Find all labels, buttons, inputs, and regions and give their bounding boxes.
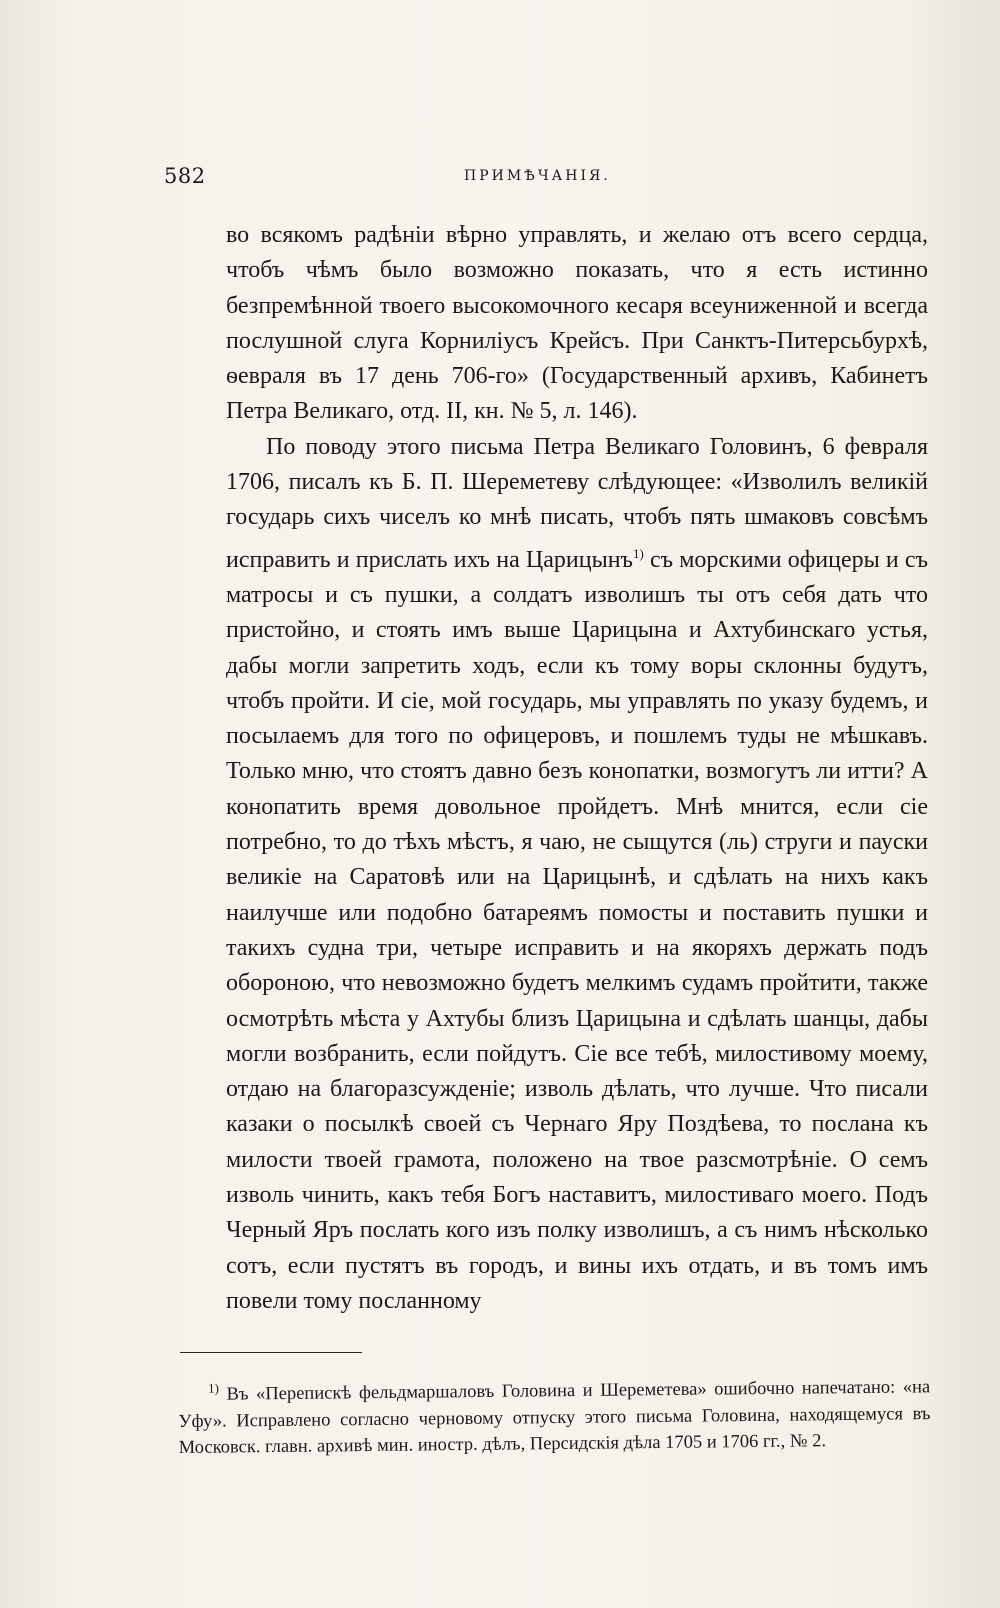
page-header: [164, 164, 934, 194]
paragraph: [226, 430, 928, 1319]
paragraph-text-start: По поводу этого письма Петра Великаго Головинъ, 6 февраля 1706, писалъ къ Б. П. Шереметеву слѣдующее: «Изволилъ великій государь сихъ чиселъ ко мнѣ писать, чтобъ пять шмаковъ совсѣмъ исправить и прислать ихъ на Царицынъ: [226, 433, 928, 573]
running-head: ПРИМѢЧАНІЯ.: [464, 168, 611, 184]
page-number: 582: [164, 164, 206, 188]
footnotes: [178, 1368, 931, 1462]
paragraph-text-end: съ морскими офицеры и съ матросы и съ пушки, а солдатъ изволишъ ты отъ себя дать что пристойно, и стоять имъ выше Царицына и Ахтубинскаго устья, дабы могли запретить ходъ, если къ тому воры склонны будутъ, чтобъ пройти. И сіе, мой государь, мы управлять по указу будемъ, и посылаемъ для того по офицеровъ, и пошлемъ туды не мѣшкавъ. Только мню, что стоятъ давно безъ конопатки, возмогутъ ли итти? А конопатить время довольное пройдетъ. Мнѣ мнится, если сіе потребно, то до тѣхъ мѣстъ, я чаю, не сыщутся (ль) струги и пауски великіе на Саратовѣ или на Царицынѣ, и сдѣлать на нихъ какъ наилучше или подобно батареямъ помосты и поставить пушки и такихъ судна три, четыре исправить и на якоряхъ держать подъ обороною, что невозможно будетъ мелкимъ судамъ пройтити, также осмотрѣть мѣста у Ахтубы близъ Царицына и сдѣлать шанцы, дабы могли возбранить, если пойдутъ. Сіе все тебѣ, милостивому моему, отдаю на благоразсужденіе; изволь дѣлать, что лучше. Что писали казаки о посылкѣ своей съ Чернаго Яру Поздѣева, то послана къ милости твоей грамота, положено на твое разсмотрѣніе. О семъ изволь чинить, какъ тебя Богъ наставитъ, милостиваго моего. Подъ Черный Яръ послать кого изъ полку изволишъ, а съ нимъ нѣсколько сотъ, если пустятъ въ городъ, и вины ихъ отдать, и въ томъ имъ повели тому посланному: [226, 546, 928, 1314]
footnote-reference: 1): [632, 545, 644, 561]
footnote: [178, 1368, 931, 1462]
footnote-mark: 1): [208, 1380, 220, 1396]
paragraph-continuation: во всякомъ радѣніи вѣрно управлять, и желаю отъ всего сердца, чтобъ чѣмъ было возможно показать, что я есть истинно безпремѣнной твоего высокомочного кесаря всеуниженной и всегда послушной слуга Корниліусъ Крейсъ. При Санктъ-Питерсьбурхѣ, ѳевраля въ 17 день 706-го» (Государственный архивъ, Кабинетъ Петра Великаго, отд. II, кн. № 5, л. 146).: [226, 222, 928, 425]
footnote-separator: [180, 1352, 362, 1353]
footnote-text: Въ «Перепискѣ фельдмаршаловъ Головина и Шереметева» ошибочно напечатано: «на Уфу». Исправлено согласно черновому отпуску этого письма Головина, находящемуся въ Московск. главн. архивѣ мин. иностр. дѣлъ, Персидскія дѣла 1705 и 1706 гг., № 2.: [178, 1377, 931, 1459]
main-text: [226, 218, 928, 1319]
